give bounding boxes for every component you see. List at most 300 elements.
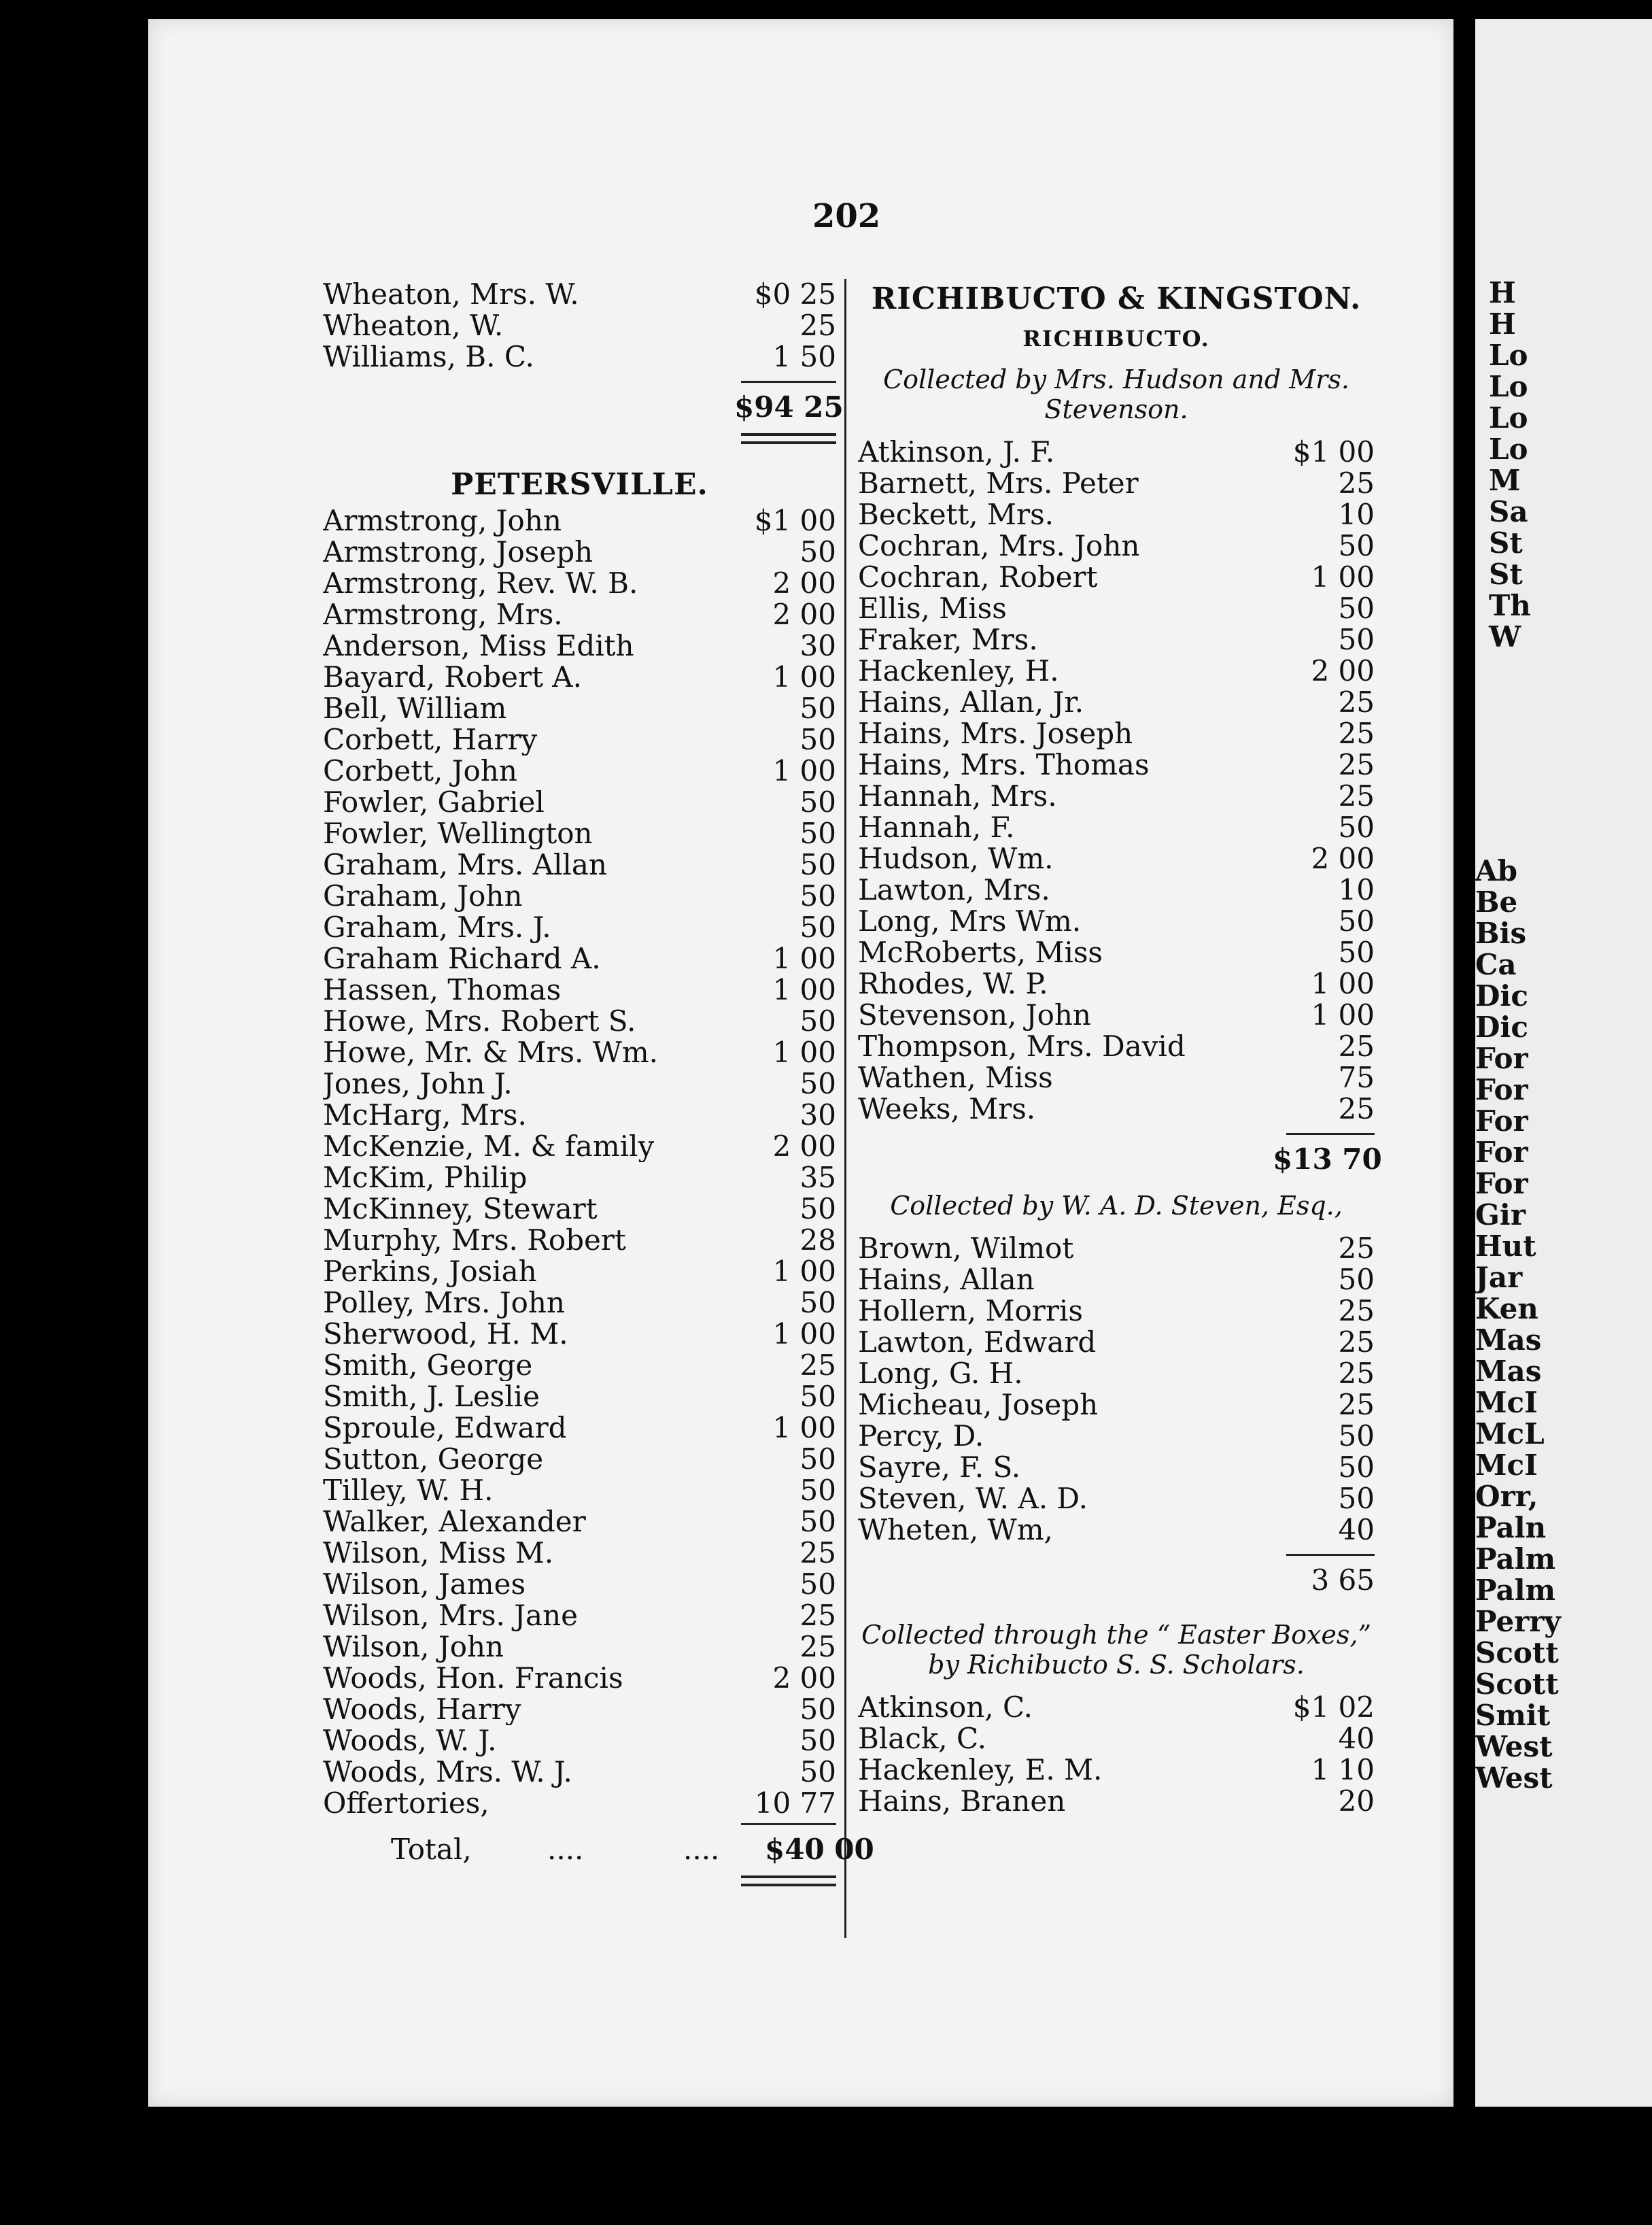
donor-name: Brown, Wilmot: [858, 1233, 1074, 1264]
subtotal-rule: [741, 381, 836, 383]
donor-name: Micheau, Joseph: [858, 1389, 1099, 1421]
list-item: [323, 1412, 836, 1444]
list-item: [323, 755, 836, 787]
donation-amount: 25: [799, 1348, 836, 1382]
donation-amount: $1 00: [1292, 435, 1375, 469]
donor-name: McKinney, Stewart: [323, 1193, 598, 1225]
list-item: [858, 718, 1375, 749]
donation-amount: 50: [799, 535, 836, 568]
donor-name: Wilson, Miss M.: [323, 1538, 554, 1569]
donor-name: Hains, Mrs. Thomas: [858, 749, 1150, 781]
donor-name: Howe, Mr. & Mrs. Wm.: [323, 1037, 659, 1068]
donation-amount: 1 00: [772, 1317, 836, 1351]
donation-amount: 1 50: [772, 340, 836, 373]
list-item: [323, 1100, 836, 1131]
donor-name: Ellis, Miss: [858, 593, 1007, 624]
donation-amount: 50: [799, 1442, 836, 1476]
list-item: [323, 537, 836, 568]
right-column: [858, 279, 1382, 1818]
donor-name: Armstrong, Joseph: [323, 537, 593, 568]
donation-amount: 25: [1338, 1357, 1375, 1390]
donation-amount: 1 00: [772, 973, 836, 1006]
list-item: [323, 1381, 836, 1412]
donation-amount: 25: [1338, 717, 1375, 750]
list-item: [858, 906, 1375, 937]
collector-note-3-line2: by Richibucto S. S. Scholars.: [928, 1650, 1305, 1680]
donor-name: Perkins, Josiah: [323, 1256, 537, 1287]
group2-total-row: [858, 1560, 1375, 1601]
list-item: [323, 1068, 836, 1100]
collector-note-3-line1: Collected through the “ Easter Boxes,”: [861, 1620, 1371, 1650]
donor-name: Woods, Harry: [323, 1694, 521, 1725]
adjacent-page-fragment: McI: [1475, 1448, 1538, 1482]
adjacent-page-edge: [1475, 19, 1652, 2107]
donation-amount: 50: [799, 879, 836, 913]
section-heading-petersville: PETERSVILLE.: [451, 467, 708, 502]
donation-amount: 50: [1338, 623, 1375, 656]
list-item: [323, 1006, 836, 1037]
donation-amount: 50: [1338, 592, 1375, 625]
adjacent-page-fragment: H: [1489, 307, 1516, 341]
subtotal-rule: [1286, 1133, 1375, 1135]
donation-amount: $0 25: [754, 277, 836, 311]
donation-amount: $1 00: [754, 504, 836, 537]
adjacent-page-fragment: For: [1475, 1104, 1528, 1138]
donation-amount: 30: [799, 629, 836, 662]
donation-amount: 1 00: [1311, 967, 1375, 1000]
subtotal-rule: [1286, 1554, 1375, 1556]
list-item: [858, 1452, 1375, 1483]
donor-name: Cochran, Robert: [858, 562, 1098, 593]
list-item: [858, 562, 1375, 593]
list-item: [323, 724, 836, 755]
donation-amount: 25: [799, 309, 836, 342]
donation-amount: 25: [1338, 748, 1375, 781]
donation-amount: 2 00: [772, 1130, 836, 1163]
adjacent-page-fragment: Smit: [1475, 1699, 1551, 1732]
adjacent-page-fragment: Sa: [1489, 495, 1528, 528]
list-item: [323, 630, 836, 662]
donation-amount: 10 77: [754, 1786, 836, 1820]
list-item: [858, 1000, 1375, 1031]
donor-name: Wilson, John: [323, 1631, 504, 1663]
donation-amount: 25: [799, 1599, 836, 1632]
adjacent-page-fragment: West: [1475, 1730, 1553, 1763]
petersville-entries: [323, 505, 836, 1819]
adjacent-page-fragment: Palm: [1475, 1542, 1556, 1576]
donor-name: Bell, William: [323, 693, 507, 724]
donor-name: Murphy, Mrs. Robert: [323, 1225, 626, 1256]
donation-amount: 50: [799, 1505, 836, 1538]
donation-amount: 25: [1338, 1232, 1375, 1265]
donation-amount: 25: [1338, 685, 1375, 719]
adjacent-page-fragment: H: [1489, 276, 1516, 309]
group3-entries: [858, 1692, 1375, 1817]
donation-amount: 40: [1338, 1722, 1375, 1755]
list-item: [858, 499, 1375, 530]
adjacent-page-fragment: Scott: [1475, 1636, 1559, 1669]
adjacent-page-fragment: Th: [1489, 589, 1531, 622]
donor-name: Graham, John: [323, 881, 523, 912]
donation-amount: 50: [1338, 1419, 1375, 1453]
adjacent-page-fragment: Lo: [1489, 339, 1528, 372]
top-total-row: [323, 387, 844, 428]
list-item: [858, 1421, 1375, 1452]
donation-amount: 50: [1338, 936, 1375, 969]
donor-name: Wathen, Miss: [858, 1062, 1053, 1093]
list-item: [858, 968, 1375, 1000]
list-item: [323, 1538, 836, 1569]
donation-amount: 2 00: [772, 566, 836, 600]
adjacent-page-fragment: For: [1475, 1073, 1528, 1106]
total-label-group: [323, 1834, 765, 1865]
donation-amount: 50: [799, 817, 836, 850]
donor-name: Beckett, Mrs.: [858, 499, 1054, 530]
donor-name: Bayard, Robert A.: [323, 662, 582, 693]
adjacent-page-fragment: West: [1475, 1761, 1553, 1795]
collector-note-1-line1: Collected by Mrs. Hudson and Mrs.: [883, 364, 1349, 394]
list-item: [858, 1295, 1375, 1327]
petersville-total-amount: $40 00: [765, 1833, 874, 1866]
adjacent-page-fragment: Ken: [1475, 1292, 1538, 1325]
donation-amount: 1 10: [1311, 1753, 1375, 1786]
donor-name: Smith, George: [323, 1350, 533, 1381]
donor-name: Hains, Branen: [858, 1786, 1066, 1817]
donation-amount: 1 00: [772, 942, 836, 975]
donation-amount: 50: [799, 1724, 836, 1757]
list-item: [323, 1444, 836, 1475]
list-item: [858, 624, 1375, 656]
donation-amount: 28: [799, 1223, 836, 1257]
donation-amount: 25: [1338, 1388, 1375, 1421]
list-item: [323, 310, 836, 341]
collector-note-1: [858, 364, 1375, 424]
list-item: [858, 1514, 1375, 1546]
list-item: [323, 1350, 836, 1381]
donor-name: Fowler, Gabriel: [323, 787, 545, 818]
donor-name: Sproule, Edward: [323, 1412, 567, 1444]
donor-name: Hannah, Mrs.: [858, 781, 1057, 812]
collector-note-3: [858, 1620, 1375, 1680]
list-item: [323, 1600, 836, 1631]
list-item: [323, 974, 836, 1006]
list-item: [323, 599, 836, 630]
donor-name: Armstrong, John: [323, 505, 562, 537]
donor-name: Sherwood, H. M.: [323, 1319, 568, 1350]
donor-name: Weeks, Mrs.: [858, 1093, 1036, 1125]
adjacent-page-fragment: Dic: [1475, 1010, 1528, 1044]
list-item: [323, 1162, 836, 1193]
donation-amount: 50: [799, 1192, 836, 1225]
adjacent-page-fragment: For: [1475, 1167, 1528, 1200]
donor-name: Anderson, Miss Edith: [323, 630, 634, 662]
donor-name: Hassen, Thomas: [323, 974, 562, 1006]
total-leader-dots: ....: [547, 1833, 584, 1866]
donation-amount: 50: [799, 911, 836, 944]
list-item: [858, 1233, 1375, 1264]
donor-name: Armstrong, Rev. W. B.: [323, 568, 638, 599]
donor-name: Wilson, Mrs. Jane: [323, 1600, 579, 1631]
donation-amount: 50: [799, 723, 836, 756]
list-item: [858, 1754, 1375, 1786]
adjacent-page-fragment: For: [1475, 1042, 1528, 1075]
adjacent-page-fragment: Paln: [1475, 1511, 1547, 1544]
page-number: 202: [812, 197, 881, 235]
donor-name: Fraker, Mrs.: [858, 624, 1038, 656]
list-item: [858, 1389, 1375, 1421]
donor-name: Hollern, Morris: [858, 1295, 1083, 1327]
group1-entries: [858, 437, 1375, 1125]
donor-name: Graham, Mrs. J.: [323, 912, 551, 943]
list-item: [858, 843, 1375, 874]
total-double-rule: [741, 433, 836, 444]
total-leader-dots: ....: [683, 1833, 720, 1866]
list-item: [858, 874, 1375, 906]
adjacent-page-fragment: Ca: [1475, 948, 1517, 981]
donation-amount: 25: [1338, 1294, 1375, 1327]
list-item: [323, 787, 836, 818]
list-item: [323, 912, 836, 943]
donation-amount: 40: [1338, 1513, 1375, 1546]
collector-note-1-line2: Stevenson.: [1044, 394, 1188, 424]
donation-amount: 25: [1338, 1092, 1375, 1125]
collector-note-2: [858, 1191, 1375, 1221]
group1-total-amount: $13 70: [1273, 1142, 1382, 1176]
donor-name: Wheaton, W.: [323, 310, 504, 341]
donor-name: Rhodes, W. P.: [858, 968, 1048, 1000]
donation-amount: 25: [1338, 779, 1375, 813]
donor-name: Stevenson, John: [858, 1000, 1091, 1031]
list-item: [323, 1663, 836, 1694]
adjacent-page-names-lower: [1475, 855, 1561, 1794]
donor-name: Steven, W. A. D.: [858, 1483, 1088, 1514]
donor-name: Hains, Allan, Jr.: [858, 687, 1084, 718]
adjacent-page-fragment: M: [1489, 464, 1521, 497]
list-item: [323, 1569, 836, 1600]
adjacent-page-fragment: St: [1489, 526, 1523, 560]
list-item: [323, 1475, 836, 1506]
group1-total-row: [858, 1139, 1382, 1180]
total-label: Total,: [391, 1833, 472, 1866]
donation-amount: 2 00: [772, 1661, 836, 1695]
donation-amount: 20: [1338, 1784, 1375, 1818]
donor-name: Thompson, Mrs. David: [858, 1031, 1186, 1062]
adjacent-page-fragment: Lo: [1489, 401, 1528, 435]
list-item: [323, 662, 836, 693]
donation-amount: 2 00: [1311, 842, 1375, 875]
donation-amount: 30: [799, 1098, 836, 1132]
donor-name: Armstrong, Mrs.: [323, 599, 563, 630]
donation-amount: 75: [1338, 1061, 1375, 1094]
list-item: [858, 468, 1375, 499]
donor-name: Atkinson, J. F.: [858, 437, 1055, 468]
list-item: [858, 687, 1375, 718]
donor-name: McKim, Philip: [323, 1162, 528, 1193]
list-item: [323, 1631, 836, 1663]
donor-name: Hackenley, E. M.: [858, 1754, 1103, 1786]
column-divider: [844, 279, 846, 1938]
donor-name: Fowler, Wellington: [323, 818, 593, 849]
list-item: [858, 1062, 1375, 1093]
adjacent-page-fragment: Be: [1475, 885, 1518, 919]
donor-name: Corbett, John: [323, 755, 517, 787]
donation-amount: 50: [799, 1380, 836, 1413]
donation-amount: 1 00: [772, 1411, 836, 1444]
adjacent-page-fragment: Lo: [1489, 432, 1528, 466]
donation-amount: 50: [799, 1567, 836, 1601]
list-item: [858, 937, 1375, 968]
adjacent-page-fragment: Jar: [1475, 1261, 1523, 1294]
list-item: [323, 1131, 836, 1162]
adjacent-page-fragment: Scott: [1475, 1667, 1559, 1701]
donor-name: Lawton, Edward: [858, 1327, 1097, 1358]
adjacent-page-fragment: Ab: [1475, 854, 1517, 887]
adjacent-page-fragment: McL: [1475, 1417, 1545, 1450]
subheading-richibucto: RICHIBUCTO.: [1022, 326, 1210, 352]
donation-amount: 1 00: [772, 1036, 836, 1069]
list-item: [323, 1225, 836, 1256]
spacer: [323, 444, 836, 464]
adjacent-page-fragment: Orr,: [1475, 1480, 1538, 1513]
list-item: [323, 1694, 836, 1725]
adjacent-page-fragment: Bis: [1475, 917, 1527, 950]
donation-amount: 25: [1338, 1030, 1375, 1063]
donor-name: McRoberts, Miss: [858, 937, 1103, 968]
list-item: [323, 1256, 836, 1287]
donation-amount: 50: [799, 1474, 836, 1507]
donation-amount: 50: [799, 692, 836, 725]
donor-name: Cochran, Mrs. John: [858, 530, 1140, 562]
list-item: [858, 1093, 1375, 1125]
donor-name: McKenzie, M. & family: [323, 1131, 655, 1162]
donation-amount: 50: [1338, 1482, 1375, 1515]
donation-amount: 10: [1338, 498, 1375, 531]
donor-name: Graham, Mrs. Allan: [323, 849, 607, 881]
adjacent-page-fragment: W: [1489, 620, 1521, 653]
adjacent-page-fragment: St: [1489, 558, 1523, 591]
total-rule: [741, 1823, 836, 1825]
donation-amount: 25: [1338, 466, 1375, 500]
donation-amount: 1 00: [1311, 560, 1375, 594]
list-item: [323, 1788, 836, 1819]
collector-note-2-line: Collected by W. A. D. Steven, Esq.,: [890, 1191, 1343, 1221]
list-item: [323, 1037, 836, 1068]
adjacent-page-fragment: Mas: [1475, 1355, 1542, 1388]
list-item: [858, 749, 1375, 781]
list-item: [323, 943, 836, 974]
adjacent-page-fragment: Gir: [1475, 1198, 1526, 1232]
donor-name: Jones, John J.: [323, 1068, 513, 1100]
adjacent-page-names-upper: [1489, 277, 1531, 653]
list-item: [323, 1756, 836, 1788]
donor-name: Walker, Alexander: [323, 1506, 586, 1538]
section-heading-richibucto-kingston: RICHIBUCTO & KINGSTON.: [871, 282, 1362, 316]
list-item: [858, 812, 1375, 843]
donation-amount: 50: [1338, 904, 1375, 938]
list-item: [858, 530, 1375, 562]
donor-name: Hackenley, H.: [858, 656, 1059, 687]
list-item: [323, 881, 836, 912]
list-item: [858, 1723, 1375, 1754]
list-item: [858, 1031, 1375, 1062]
adjacent-page-fragment: Lo: [1489, 370, 1528, 403]
donation-amount: 50: [1338, 811, 1375, 844]
donor-name: Offertories,: [323, 1788, 489, 1819]
donation-amount: 50: [1338, 1450, 1375, 1484]
donor-name: Hannah, F.: [858, 812, 1015, 843]
donation-amount: 35: [799, 1161, 836, 1194]
petersville-total-row: [323, 1829, 874, 1870]
donation-amount: 1 00: [1311, 998, 1375, 1032]
top-total-amount: $94 25: [734, 390, 844, 424]
list-item: [858, 1264, 1375, 1295]
list-item: [858, 1692, 1375, 1723]
donor-name: Polley, Mrs. John: [323, 1287, 565, 1319]
donor-name: Graham Richard A.: [323, 943, 601, 974]
list-item: [858, 593, 1375, 624]
list-item: [858, 1327, 1375, 1358]
donor-name: Atkinson, C.: [858, 1692, 1033, 1723]
donor-name: Hudson, Wm.: [858, 843, 1054, 874]
total-double-rule: [741, 1875, 836, 1886]
donor-name: Lawton, Mrs.: [858, 874, 1050, 906]
list-item: [323, 818, 836, 849]
list-item: [323, 1319, 836, 1350]
donation-amount: 1 00: [772, 754, 836, 787]
list-item: [858, 437, 1375, 468]
adjacent-page-fragment: Dic: [1475, 979, 1528, 1013]
donation-amount: 50: [799, 785, 836, 819]
list-item: [323, 693, 836, 724]
donor-name: Long, G. H.: [858, 1358, 1023, 1389]
list-item: [323, 505, 836, 537]
donor-name: Smith, J. Leslie: [323, 1381, 540, 1412]
donor-name: Williams, B. C.: [323, 341, 534, 373]
list-item: [858, 656, 1375, 687]
donor-name: Wheten, Wm,: [858, 1514, 1053, 1546]
list-item: [858, 1483, 1375, 1514]
donation-amount: 10: [1338, 873, 1375, 906]
donation-amount: 50: [799, 1067, 836, 1100]
donation-amount: 50: [799, 1286, 836, 1319]
donor-name: Woods, Mrs. W. J.: [323, 1756, 572, 1788]
donation-amount: 50: [799, 1004, 836, 1038]
adjacent-page-fragment: Hut: [1475, 1229, 1536, 1263]
donor-name: Woods, W. J.: [323, 1725, 497, 1756]
donor-name: Corbett, Harry: [323, 724, 538, 755]
list-item: [323, 1506, 836, 1538]
donation-amount: 25: [799, 1536, 836, 1569]
donor-name: Hains, Mrs. Joseph: [858, 718, 1133, 749]
donation-amount: 2 00: [1311, 654, 1375, 687]
donor-name: Long, Mrs Wm.: [858, 906, 1082, 937]
list-item: [323, 1193, 836, 1225]
donation-amount: 1 00: [772, 1255, 836, 1288]
adjacent-page-fragment: McI: [1475, 1386, 1538, 1419]
donation-amount: 2 00: [772, 598, 836, 631]
donor-name: Barnett, Mrs. Peter: [858, 468, 1139, 499]
donation-amount: $1 02: [1292, 1691, 1375, 1724]
donor-name: Tilley, W. H.: [323, 1475, 494, 1506]
donation-amount: 50: [1338, 529, 1375, 562]
list-item: [323, 279, 836, 310]
top-entries: [323, 279, 836, 373]
donor-name: McHarg, Mrs.: [323, 1100, 527, 1131]
group2-total-amount: 3 65: [1311, 1563, 1375, 1597]
donation-amount: 50: [799, 1755, 836, 1788]
left-column: [323, 277, 874, 1886]
adjacent-page-fragment: Perry: [1475, 1605, 1561, 1638]
